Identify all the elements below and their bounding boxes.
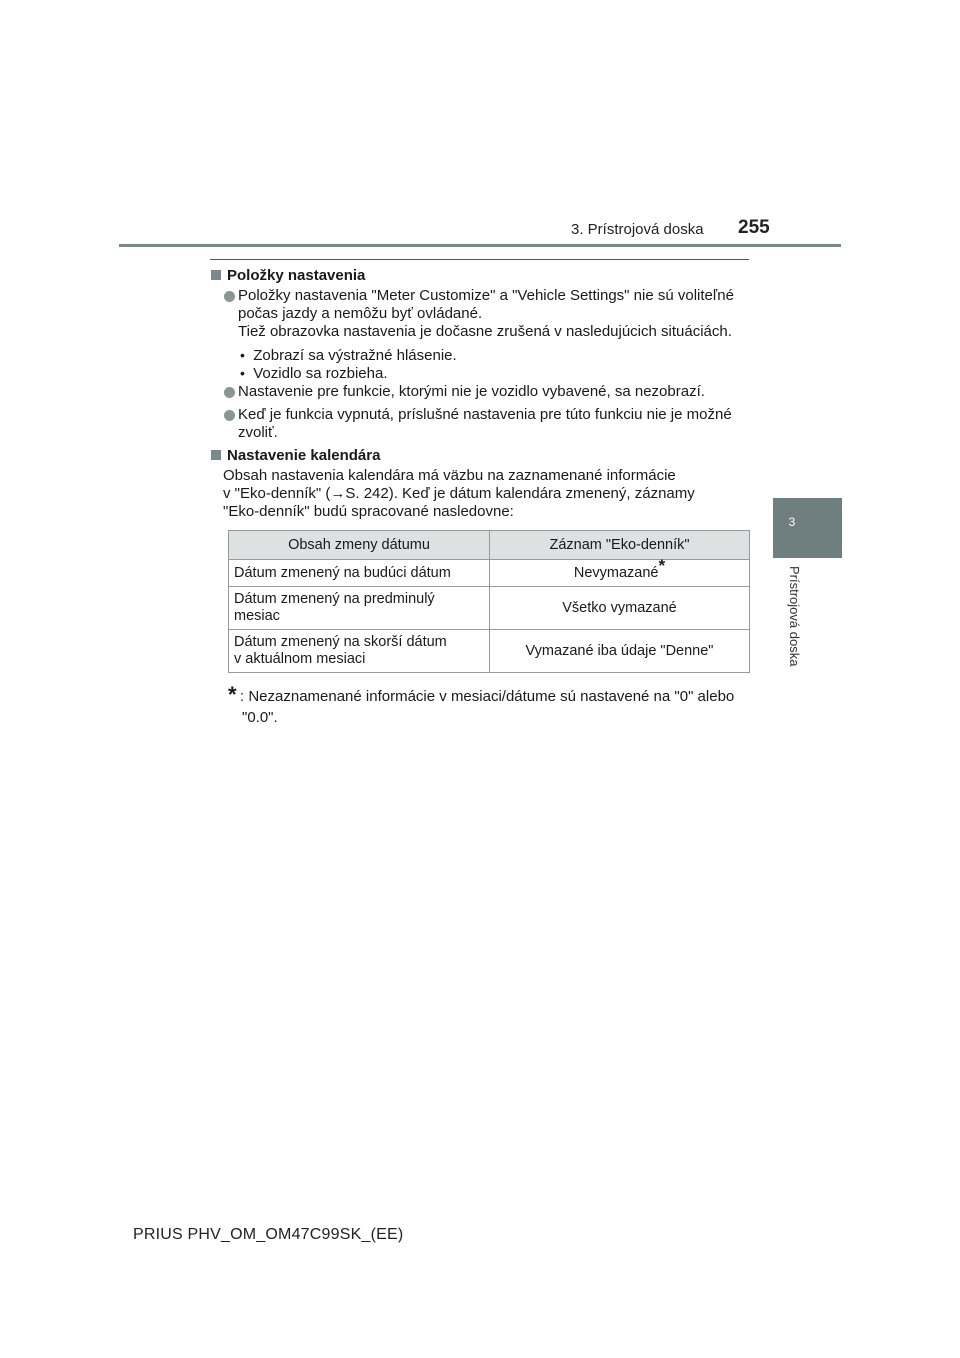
section-heading-settings-items: Položky nastavenia: [211, 267, 365, 285]
square-bullet-icon: [211, 450, 221, 460]
round-bullet-icon: [224, 291, 235, 302]
table-cell: Dátum zmenený na predminulý mesiac: [229, 587, 490, 630]
footnote-marker: *: [228, 682, 237, 707]
list-item: • Vozidlo sa rozbieha.: [240, 365, 388, 382]
bullet-dot-icon: •: [240, 365, 245, 381]
round-bullet-icon: [224, 387, 235, 398]
section-heading-calendar: Nastavenie kalendára: [211, 447, 380, 465]
table-row: [229, 630, 750, 673]
table-cell: Dátum zmenený na skorší dátum v aktuálnom mesiaci: [229, 630, 490, 673]
table-cell: Všetko vymazané: [490, 587, 750, 630]
chapter-tab-label: Prístrojová doska: [787, 566, 802, 667]
content-divider: [210, 259, 749, 260]
square-bullet-icon: [211, 270, 221, 280]
table-row: [229, 587, 750, 630]
table-header-cell: Záznam "Eko-denník": [490, 531, 750, 560]
footnote-text: : Nezaznamenané informácie v mesiaci/dátume sú nastavené na "0" alebo: [240, 688, 735, 705]
chapter-tab-number: 3: [788, 515, 796, 529]
table-header-row: [229, 531, 750, 560]
table-header-cell: Obsah zmeny dátumu: [229, 531, 490, 560]
calendar-paragraph: Obsah nastavenia kalendára má väzbu na zaznamenané informácie v "Eko-denník" (→S. 242). Keď je dátum kalendára zmenený, záznamy "Eko-denník" budú spracované nasledovne:: [223, 467, 695, 520]
bullet-text-function-off: Keď je funkcia vypnutá, príslušné nastavenia pre túto funkciu nie je možné zvoliť.: [238, 406, 732, 441]
section-title: 3. Prístrojová doska: [571, 221, 704, 238]
list-item: • Zobrazí sa výstražné hlásenie.: [240, 347, 457, 364]
table-cell: Dátum zmenený na budúci dátum: [229, 560, 490, 587]
bullet-text-settings-unavailable: Položky nastavenia "Meter Customize" a "Vehicle Settings" nie sú voliteľné počas jazdy a nemôžu byť ovládané. Tiež obrazovka nastavenia je dočasne zrušená v nasledujúcich situáciách.: [238, 287, 734, 340]
footnote-text-continued: "0.0".: [242, 709, 278, 726]
table-row: [229, 560, 750, 587]
table-cell: Nevymazané*: [490, 560, 750, 587]
bullet-text-unequipped-functions: Nastavenie pre funkcie, ktorými nie je vozidlo vybavené, sa nezobrazí.: [238, 383, 705, 400]
footnote-marker: *: [658, 555, 666, 575]
bullet-dot-icon: •: [240, 347, 245, 363]
document-id: PRIUS PHV_OM_OM47C99SK_(EE): [133, 1226, 404, 1243]
round-bullet-icon: [224, 410, 235, 421]
header-divider: [119, 244, 841, 247]
table-cell: Vymazané iba údaje "Denne": [490, 630, 750, 673]
page-number: 255: [738, 217, 770, 238]
calendar-change-table: [228, 530, 750, 673]
